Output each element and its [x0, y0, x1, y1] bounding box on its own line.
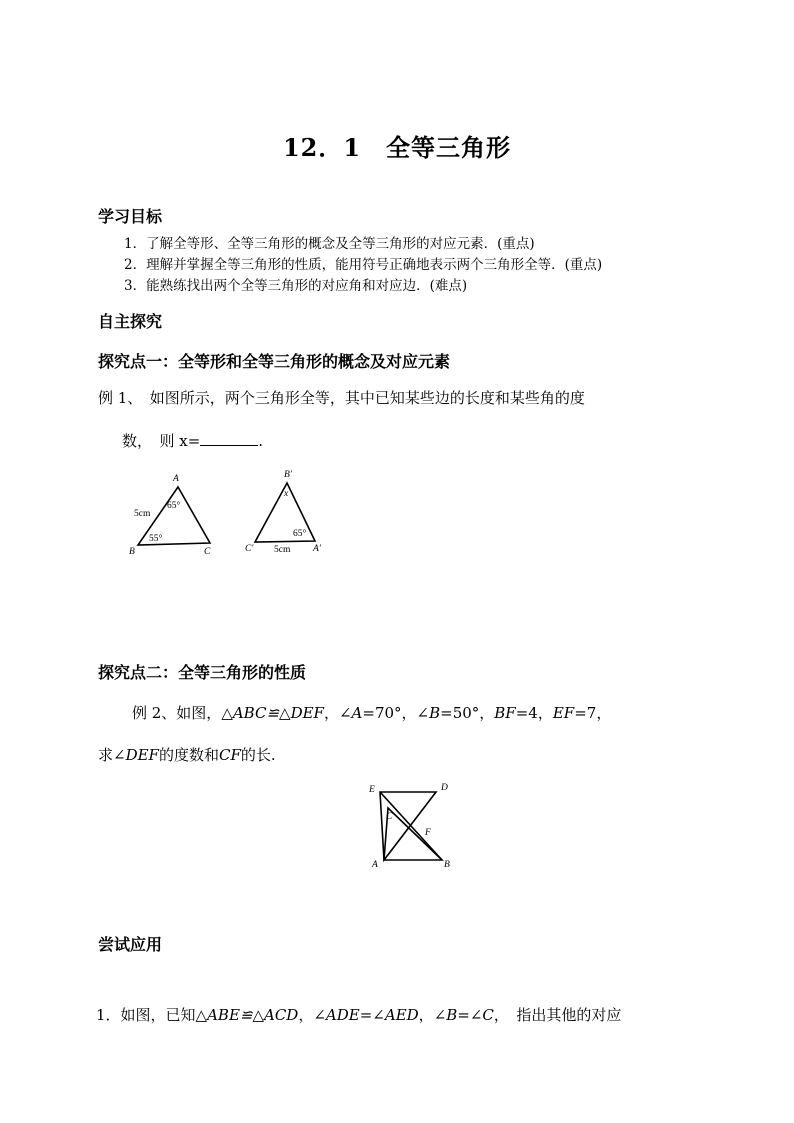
- q1-text-2: ，: [298, 1006, 314, 1024]
- label-f: F: [425, 828, 431, 838]
- segment-eb: [380, 792, 442, 860]
- ex2-cf: CF: [218, 746, 241, 764]
- label-d: D: [441, 783, 448, 793]
- ex2-angle-def: ∠DEF: [113, 746, 159, 764]
- ex2-text-3: =70°，: [362, 704, 417, 722]
- label-a-prime: A′: [313, 544, 321, 554]
- explore-point-1: 探究点一：全等形和全等三角形的概念及对应元素: [98, 352, 451, 371]
- explore-heading: 自主探究: [98, 312, 163, 331]
- label-a: A: [173, 474, 179, 484]
- example-1-line-1: 例 1、 如图所示，两个三角形全等，其中已知某些边的长度和某些角的度: [98, 389, 585, 407]
- goal-item-1: 1．了解全等形、全等三角形的概念及全等三角形的对应元素．(重点): [124, 236, 535, 252]
- q1-angle-ade: ∠ADE=∠AED: [313, 1006, 419, 1024]
- ex2-bf: BF: [494, 704, 516, 722]
- example-2-line-2: [98, 744, 276, 765]
- q1-angle-b: ∠B=∠C: [433, 1006, 494, 1024]
- label-e: E: [369, 785, 375, 795]
- goals-heading: 学习目标: [98, 207, 163, 226]
- label-b: B: [129, 547, 135, 557]
- label-5cm-left: 5cm: [134, 509, 151, 519]
- label-x: x: [284, 489, 289, 499]
- q1-congruence: △ABE≌△ACD: [195, 1006, 299, 1024]
- ex2-congruence: △ABC≌△DEF: [221, 704, 324, 722]
- q1-text-3: ，: [418, 1006, 434, 1024]
- label-a-fig2: A: [372, 860, 378, 870]
- ex2-text-2: ，: [323, 704, 339, 722]
- ex2-text-4: =50°，: [440, 704, 495, 722]
- label-c-prime: C′: [245, 544, 254, 554]
- label-5cm-right: 5cm: [274, 545, 291, 555]
- ex2-text-1: 例 2、如图，: [132, 704, 222, 722]
- question-1-line-1: [96, 1004, 621, 1025]
- label-b-fig2: B: [444, 860, 450, 870]
- example-2-line-1: [132, 702, 611, 723]
- ex2-text-5: =4，: [515, 704, 553, 722]
- ex2-ef: EF: [552, 704, 575, 722]
- figure-2-triangles: [366, 776, 466, 871]
- ex2-angle-a: ∠A: [338, 704, 363, 722]
- goal-item-3: 3．能熟练找出两个全等三角形的对应角和对应边．(难点): [124, 278, 468, 294]
- page-title: 12．1 全等三角形: [282, 133, 512, 162]
- label-b-prime: B′: [284, 470, 292, 480]
- ex2-l2-text-3: 的长.: [240, 746, 276, 764]
- label-c-fig2: C: [386, 812, 393, 822]
- apply-heading: 尝试应用: [98, 935, 163, 954]
- label-55: 55°: [149, 534, 163, 544]
- label-c: C: [204, 547, 211, 557]
- ex2-angle-b: ∠B: [416, 704, 441, 722]
- ex2-text-6: =7，: [574, 704, 612, 722]
- q1-text-4: ， 指出其他的对应: [493, 1006, 622, 1024]
- label-65-left: 65°: [167, 501, 181, 511]
- figure-1-triangles: [124, 463, 344, 563]
- answer-blank[interactable]: [200, 431, 258, 446]
- example-1-text: 数， 则 x=: [122, 432, 201, 450]
- explore-point-2: 探究点二：全等三角形的性质: [98, 663, 307, 682]
- label-65-right: 65°: [293, 529, 307, 539]
- goal-item-2: 2．理解并掌握全等三角形的性质，能用符号正确地表示两个三角形全等．(重点): [124, 257, 603, 273]
- q1-text-1: 1．如图，已知: [96, 1006, 196, 1024]
- triangle-abc-fig2: [384, 808, 442, 860]
- example-1-line-2: [122, 430, 263, 451]
- example-1-end: .: [258, 432, 264, 450]
- ex2-l2-text-1: 求: [98, 746, 114, 764]
- ex2-l2-text-2: 的度数和: [158, 746, 219, 764]
